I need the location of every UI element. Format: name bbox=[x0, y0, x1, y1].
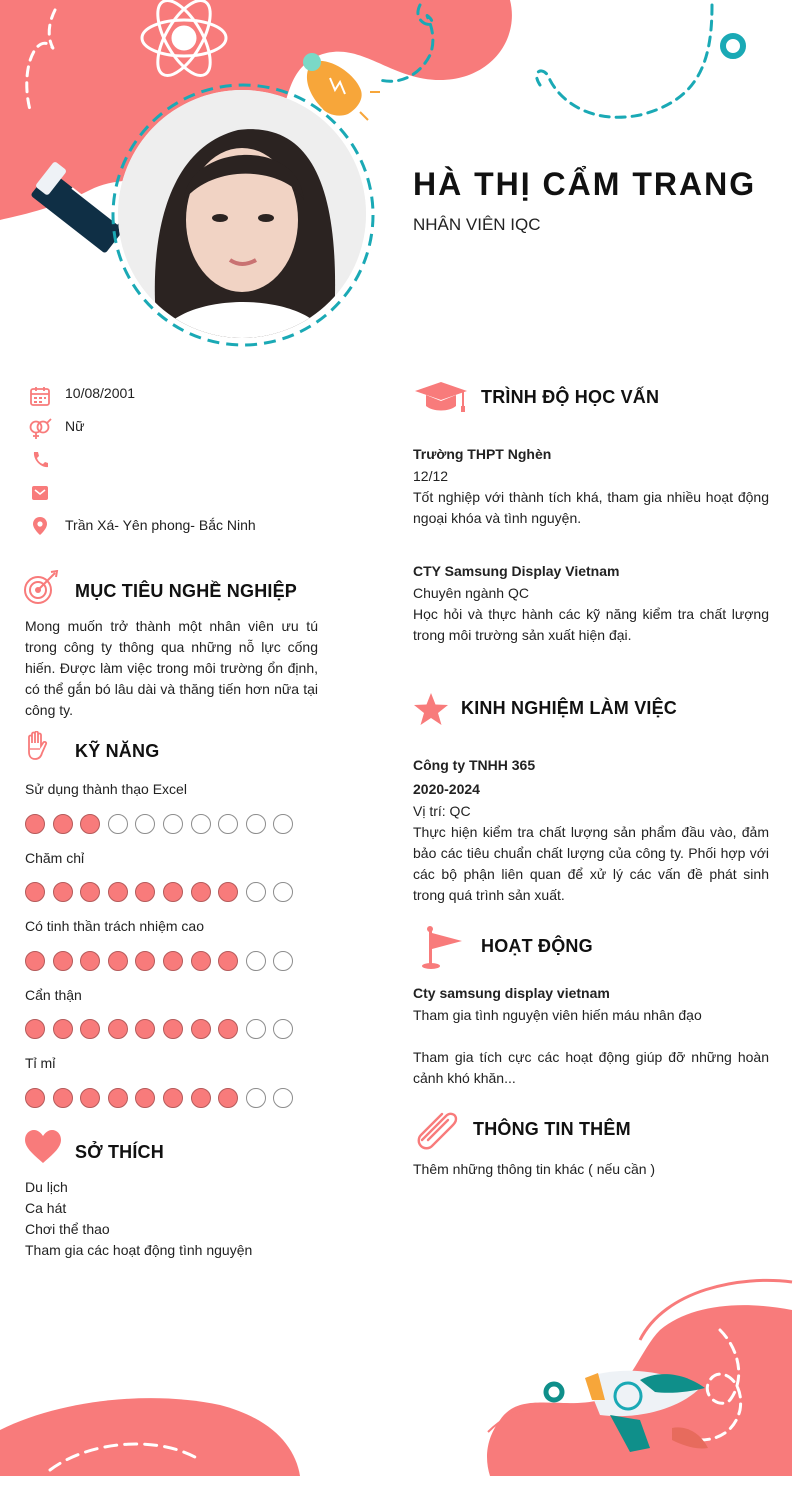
rating-dot-filled bbox=[135, 882, 155, 902]
rating-dot-filled bbox=[53, 882, 73, 902]
rating-dot-empty bbox=[246, 1019, 266, 1039]
rating-dot-filled bbox=[53, 951, 73, 971]
skill-rating bbox=[25, 1019, 293, 1039]
objective-title: MỤC TIÊU NGHỀ NGHIỆP bbox=[75, 581, 298, 601]
rating-dot-empty bbox=[246, 1088, 266, 1108]
job-position: NHÂN VIÊN IQC bbox=[413, 215, 541, 234]
heart-icon bbox=[24, 1130, 62, 1164]
rating-dot-empty bbox=[273, 951, 293, 971]
extra-title: THÔNG TIN THÊM bbox=[473, 1119, 631, 1139]
graduation-cap-icon bbox=[413, 380, 469, 414]
hobby-item: Du lịch bbox=[25, 1179, 68, 1195]
skill-rating bbox=[25, 882, 293, 902]
exp-role: Vị trí: QC bbox=[413, 803, 471, 819]
edu-school: Trường THPT Nghèn bbox=[413, 446, 552, 462]
rating-dot-filled bbox=[135, 951, 155, 971]
rating-dot-filled bbox=[218, 882, 238, 902]
rating-dot-filled bbox=[191, 1088, 211, 1108]
rating-dot-empty bbox=[246, 882, 266, 902]
activity-org: Cty samsung display vietnam bbox=[413, 985, 610, 1001]
rating-dot-filled bbox=[163, 951, 183, 971]
edu-desc: Tốt nghiệp với thành tích khá, tham gia nhiều hoạt động ngoại khóa và tình nguyện. bbox=[413, 489, 769, 526]
exp-company: Công ty TNHH 365 bbox=[413, 757, 536, 773]
skill-rating bbox=[25, 1088, 293, 1108]
edu-desc: Học hỏi và thực hành các kỹ năng kiểm tra chất lượng trong môi trường sản xuất hiện đại. bbox=[413, 606, 769, 643]
rating-dot-filled bbox=[135, 1088, 155, 1108]
footer-swirl-right bbox=[700, 1330, 741, 1440]
hobby-item: Chơi thể thao bbox=[25, 1221, 110, 1237]
rating-dot-filled bbox=[25, 882, 45, 902]
footer-dashes-left bbox=[50, 1444, 200, 1470]
rating-dot-filled bbox=[80, 1019, 100, 1039]
rating-dot-empty bbox=[273, 1019, 293, 1039]
lightbulb-icon bbox=[303, 53, 380, 120]
gender-icon bbox=[28, 418, 52, 440]
rating-dot-empty bbox=[108, 814, 128, 834]
edu-sub: Chuyên ngành QC bbox=[413, 585, 529, 601]
exp-period: 2020-2024 bbox=[413, 781, 480, 797]
address-value: Trần Xá- Yên phong- Bắc Ninh bbox=[65, 517, 256, 533]
rating-dot-filled bbox=[108, 882, 128, 902]
skill-name: Tỉ mỉ bbox=[25, 1055, 56, 1071]
extra-text: Thêm những thông tin khác ( nếu cần ) bbox=[413, 1161, 656, 1177]
rating-dot-empty bbox=[273, 882, 293, 902]
flag-icon bbox=[420, 925, 470, 971]
skills-title: KỸ NĂNG bbox=[75, 741, 160, 761]
rating-dot-filled bbox=[135, 1019, 155, 1039]
rating-dot-filled bbox=[163, 1019, 183, 1039]
footer-blob-left bbox=[0, 1398, 300, 1476]
rating-dot-filled bbox=[108, 1088, 128, 1108]
rating-dot-filled bbox=[25, 1019, 45, 1039]
hobbies-title: SỞ THÍCH bbox=[75, 1142, 164, 1162]
phone-icon bbox=[31, 451, 49, 469]
experience-title: KINH NGHIỆM LÀM VIỆC bbox=[461, 698, 678, 718]
rating-dot-empty bbox=[135, 814, 155, 834]
rating-dot-filled bbox=[163, 882, 183, 902]
rating-dot-filled bbox=[191, 882, 211, 902]
paperclip-icon bbox=[416, 1110, 460, 1150]
rating-dot-filled bbox=[191, 951, 211, 971]
full-name: HÀ THỊ CẨM TRANG bbox=[413, 166, 757, 202]
contact-address bbox=[30, 516, 330, 538]
rating-dot-filled bbox=[25, 951, 45, 971]
rating-dot-filled bbox=[218, 1088, 238, 1108]
rocket-icon bbox=[585, 1371, 708, 1452]
activity-item: Tham gia tình nguyện viên hiến máu nhân đạo bbox=[413, 1007, 702, 1023]
rating-dot-filled bbox=[53, 1019, 73, 1039]
calendar-icon bbox=[30, 386, 50, 406]
footer-line-mid bbox=[488, 1404, 575, 1432]
contact-phone bbox=[30, 450, 330, 472]
rating-dot-empty bbox=[273, 814, 293, 834]
edu-sub: 12/12 bbox=[413, 468, 449, 484]
rating-dot-filled bbox=[108, 1019, 128, 1039]
gender-value: Nữ bbox=[65, 418, 85, 434]
footer-line-right bbox=[640, 1280, 792, 1340]
email-icon bbox=[31, 485, 49, 501]
rating-dot-filled bbox=[53, 1088, 73, 1108]
rating-dot-filled bbox=[80, 951, 100, 971]
rating-dot-empty bbox=[273, 1088, 293, 1108]
rating-dot-filled bbox=[163, 1088, 183, 1108]
skill-name: Cẩn thận bbox=[25, 987, 82, 1003]
rating-dot-empty bbox=[191, 814, 211, 834]
hobbies-list bbox=[25, 1177, 252, 1261]
rating-dot-empty bbox=[218, 814, 238, 834]
rating-dot-filled bbox=[80, 814, 100, 834]
teal-ring bbox=[723, 36, 743, 56]
skill-name: Có tinh thần trách nhiệm cao bbox=[25, 918, 204, 934]
hobby-item: Tham gia các hoạt động tình nguyện bbox=[25, 1242, 253, 1258]
birthday-value: 10/08/2001 bbox=[65, 385, 136, 401]
footer-blob-right bbox=[487, 1305, 792, 1476]
rating-dot-filled bbox=[25, 1088, 45, 1108]
rating-dot-filled bbox=[53, 814, 73, 834]
target-icon bbox=[23, 570, 59, 606]
hand-icon bbox=[24, 731, 50, 763]
star-icon bbox=[413, 692, 449, 726]
teal-ring-bottom bbox=[546, 1384, 562, 1400]
activities-title: HOẠT ĐỘNG bbox=[481, 936, 593, 956]
portrait-illustration bbox=[118, 90, 366, 338]
rating-dot-empty bbox=[163, 814, 183, 834]
dashed-swirl-right bbox=[537, 5, 712, 117]
rating-dot-filled bbox=[108, 951, 128, 971]
contact-email bbox=[30, 483, 330, 505]
objective-text: Mong muốn trở thành một nhân viên ưu tú trong công ty thông qua những nỗ lực cống hiến. Được làm việc trong môi trường ổn định, có thể gắn bó lâu dài và thăng tiến hơn nữa tại công ty. bbox=[25, 618, 318, 718]
hobby-item: Ca hát bbox=[25, 1200, 67, 1216]
rating-dot-filled bbox=[218, 951, 238, 971]
profile-photo bbox=[118, 90, 366, 338]
rating-dot-filled bbox=[80, 882, 100, 902]
rating-dot-empty bbox=[246, 951, 266, 971]
edu-school: CTY Samsung Display Vietnam bbox=[413, 563, 620, 579]
contact-gender bbox=[30, 417, 330, 439]
rating-dot-filled bbox=[25, 814, 45, 834]
rating-dot-filled bbox=[80, 1088, 100, 1108]
rating-dot-empty bbox=[246, 814, 266, 834]
location-pin-icon bbox=[32, 516, 48, 536]
contact-birthday bbox=[30, 384, 330, 406]
skill-rating bbox=[25, 951, 293, 971]
skill-name: Sử dụng thành thạo Excel bbox=[25, 781, 187, 797]
rating-dot-filled bbox=[191, 1019, 211, 1039]
rating-dot-filled bbox=[218, 1019, 238, 1039]
exp-desc: Thực hiện kiểm tra chất lượng sản phẩm đầu vào, đảm bảo các tiêu chuẩn chất lượng của công ty. Phối hợp với các bộ phận liên quan để xử lý các vấn đề phát sinh trong quá trình sản xuất. bbox=[413, 824, 769, 903]
education-title: TRÌNH ĐỘ HỌC VẤN bbox=[481, 387, 660, 407]
skill-name: Chăm chỉ bbox=[25, 850, 85, 866]
activity-item: Tham gia tích cực các hoạt động giúp đỡ những hoàn cảnh khó khăn... bbox=[413, 1049, 769, 1086]
skill-rating bbox=[25, 814, 293, 834]
